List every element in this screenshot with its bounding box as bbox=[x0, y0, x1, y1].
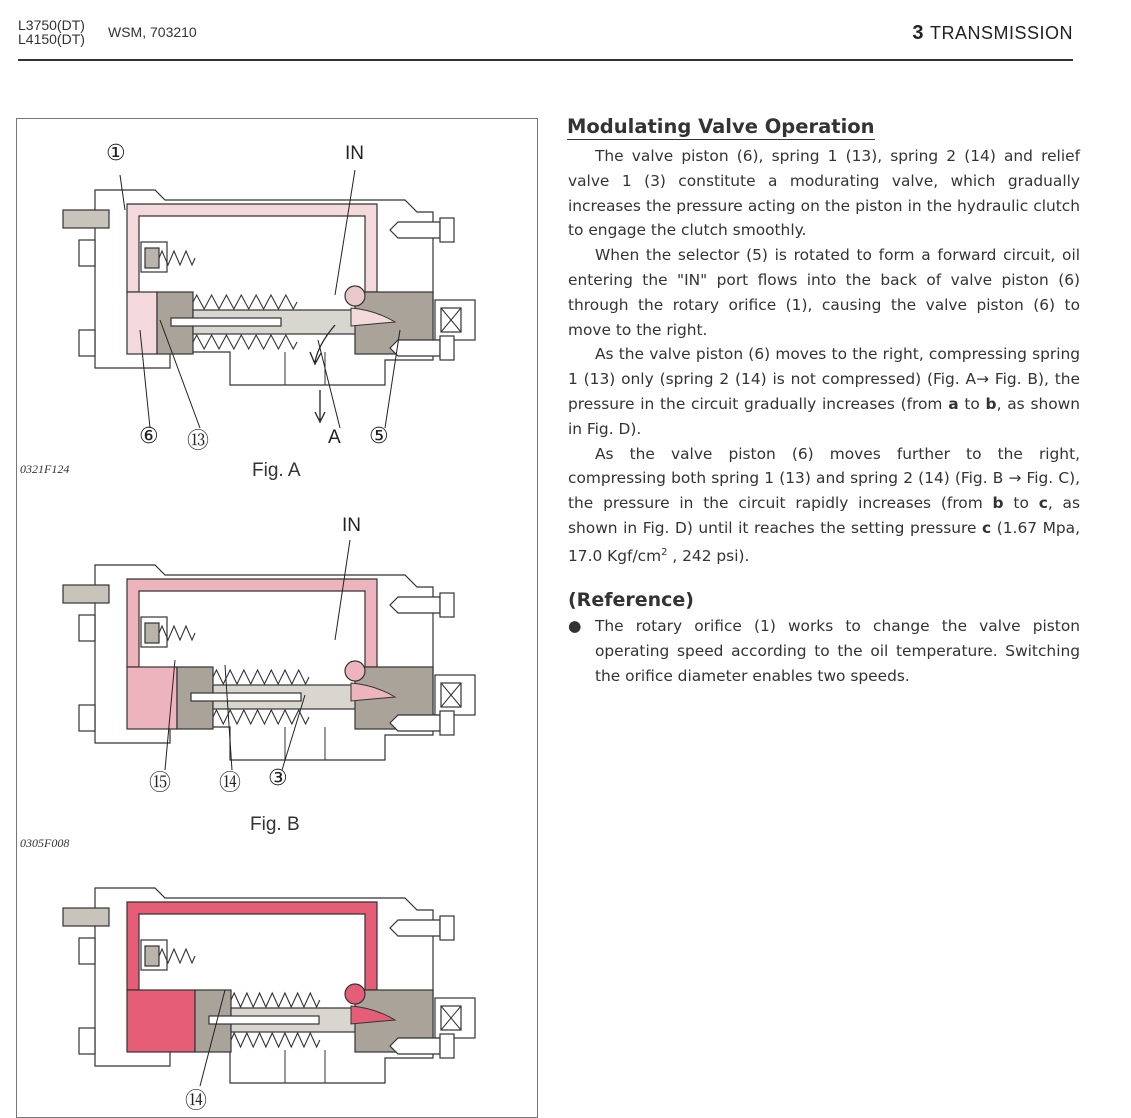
diagram-fig-a bbox=[63, 190, 475, 385]
p3-text: to bbox=[958, 394, 986, 413]
caption-fig-b: Fig. B bbox=[250, 814, 300, 835]
figure-code-b: 0305F008 bbox=[20, 836, 70, 850]
p4-text: to bbox=[1003, 494, 1039, 513]
paragraph-1: The valve piston (6), spring 1 (13), spring 2 (14) and relief valve 1 (3) constitute a modurating valve, which gradually increases the pressure acting on the piston in the hydraulic clutch to engage the clutch smoothly. bbox=[568, 147, 1080, 240]
bullet-icon: ● bbox=[568, 617, 582, 635]
bolt-left bbox=[79, 1028, 95, 1054]
orifice-plug bbox=[63, 585, 109, 603]
p3-text: As the valve piston (6) moves to the right, compressing spring 1 (13) only (spring 2 (14) is not compressed) (Fig. A→ Fig. B), the pressure in the circuit gradually increases (from bbox=[568, 345, 1080, 413]
section-title: TRANSMISSION bbox=[929, 23, 1073, 43]
oil-chamber bbox=[127, 990, 195, 1052]
bolt-head bbox=[440, 218, 454, 242]
reference-item bbox=[568, 614, 1080, 688]
label-in-port-b: IN bbox=[342, 515, 361, 536]
bolt bbox=[390, 597, 440, 613]
caption-fig-a: Fig. A bbox=[252, 460, 301, 481]
label-spring-2-14: ⑭ bbox=[219, 771, 242, 796]
p3-text: , as shown in Fig. D). bbox=[568, 394, 1080, 438]
flow-arrow-icon bbox=[315, 390, 325, 422]
relief-plug bbox=[145, 946, 159, 966]
paragraph-2: When the selector (5) is rotated to form a forward circuit, oil entering the "IN" port flows into the back of valve piston (6) through the rotary orifice (1), causing the valve piston (6) to move to the right. bbox=[568, 246, 1080, 339]
valve-housing bbox=[95, 565, 433, 760]
model-label-1: L3750(DT) bbox=[18, 17, 85, 33]
label-spring-1-13: ⑬ bbox=[187, 429, 210, 454]
bolt-head bbox=[440, 1034, 454, 1058]
reference-text: The rotary orifice (1) works to change the valve piston operating speed according to the oil temperature. Switching the orifice diameter enables two speeds. bbox=[595, 617, 1080, 685]
figure-code-a: 0321F124 bbox=[20, 462, 70, 476]
bolt bbox=[390, 1038, 440, 1054]
article-title: Modulating Valve Operation bbox=[567, 115, 875, 138]
article-body bbox=[568, 144, 1080, 569]
bolt bbox=[390, 920, 440, 936]
bolt-left bbox=[79, 615, 95, 641]
p4-text: (1.67 Mpa, 17.0 Kgf/cm bbox=[568, 518, 1080, 565]
relief-plug bbox=[145, 623, 159, 643]
bolt-head bbox=[440, 711, 454, 735]
bolt-left bbox=[79, 938, 95, 964]
piston-bore bbox=[171, 318, 281, 326]
label-valve-piston-6: ⑥ bbox=[139, 424, 159, 449]
model-label-2: L4150(DT) bbox=[18, 31, 85, 47]
bolt bbox=[390, 222, 440, 238]
label-in-port-a: IN bbox=[345, 143, 364, 164]
p3-point-b: b bbox=[985, 394, 997, 413]
bolt-head bbox=[440, 916, 454, 940]
selector-port bbox=[345, 661, 365, 681]
label-spring-2-14-c: ⑭ bbox=[185, 1089, 208, 1114]
selector-port bbox=[345, 286, 365, 306]
diagram-fig-c bbox=[63, 888, 475, 1083]
p4-superscript: 2 bbox=[661, 546, 668, 558]
relief-plug bbox=[145, 248, 159, 268]
bolt-head bbox=[440, 593, 454, 617]
bolt-head bbox=[440, 336, 454, 360]
p4-text: , as shown in Fig. D) until it reaches the setting pressure bbox=[568, 494, 1080, 537]
selector-port bbox=[345, 984, 365, 1004]
orifice-plug bbox=[63, 210, 109, 228]
label-relief-valve-3: ③ bbox=[268, 766, 288, 791]
piston-bore bbox=[209, 1016, 319, 1024]
piston-bore bbox=[191, 693, 301, 701]
manual-code: WSM, 703210 bbox=[108, 24, 197, 40]
orifice-plug bbox=[63, 908, 109, 926]
diagram-fig-b bbox=[63, 565, 475, 760]
bolt-left bbox=[79, 240, 95, 266]
bolt-left bbox=[79, 705, 95, 731]
valve-housing bbox=[95, 888, 433, 1083]
valve-housing bbox=[95, 190, 433, 385]
paragraph-4 bbox=[568, 442, 1080, 569]
p3-point-a: a bbox=[948, 394, 959, 413]
reference-title: (Reference) bbox=[568, 589, 694, 611]
p4-text: , 242 psi). bbox=[667, 546, 750, 565]
section-number: 3 bbox=[912, 22, 924, 44]
bolt-left bbox=[79, 330, 95, 356]
p4-point-c2: c bbox=[982, 518, 992, 537]
bolt bbox=[390, 715, 440, 731]
label-part-15: ⑮ bbox=[149, 771, 172, 796]
paragraph-3 bbox=[568, 342, 1080, 441]
p4-text: As the valve piston (6) moves further to the right, compressing both spring 1 (13) and spring 2 (14) (Fig. B → Fig. C), the pressure in the circuit rapidly increases (from bbox=[568, 444, 1080, 513]
p4-point-b: b bbox=[992, 494, 1004, 513]
label-port-a: A bbox=[328, 427, 341, 448]
p4-point-c: c bbox=[1038, 494, 1048, 513]
label-selector-5: ⑤ bbox=[369, 424, 389, 449]
label-rotary-orifice-1: ① bbox=[106, 141, 126, 166]
